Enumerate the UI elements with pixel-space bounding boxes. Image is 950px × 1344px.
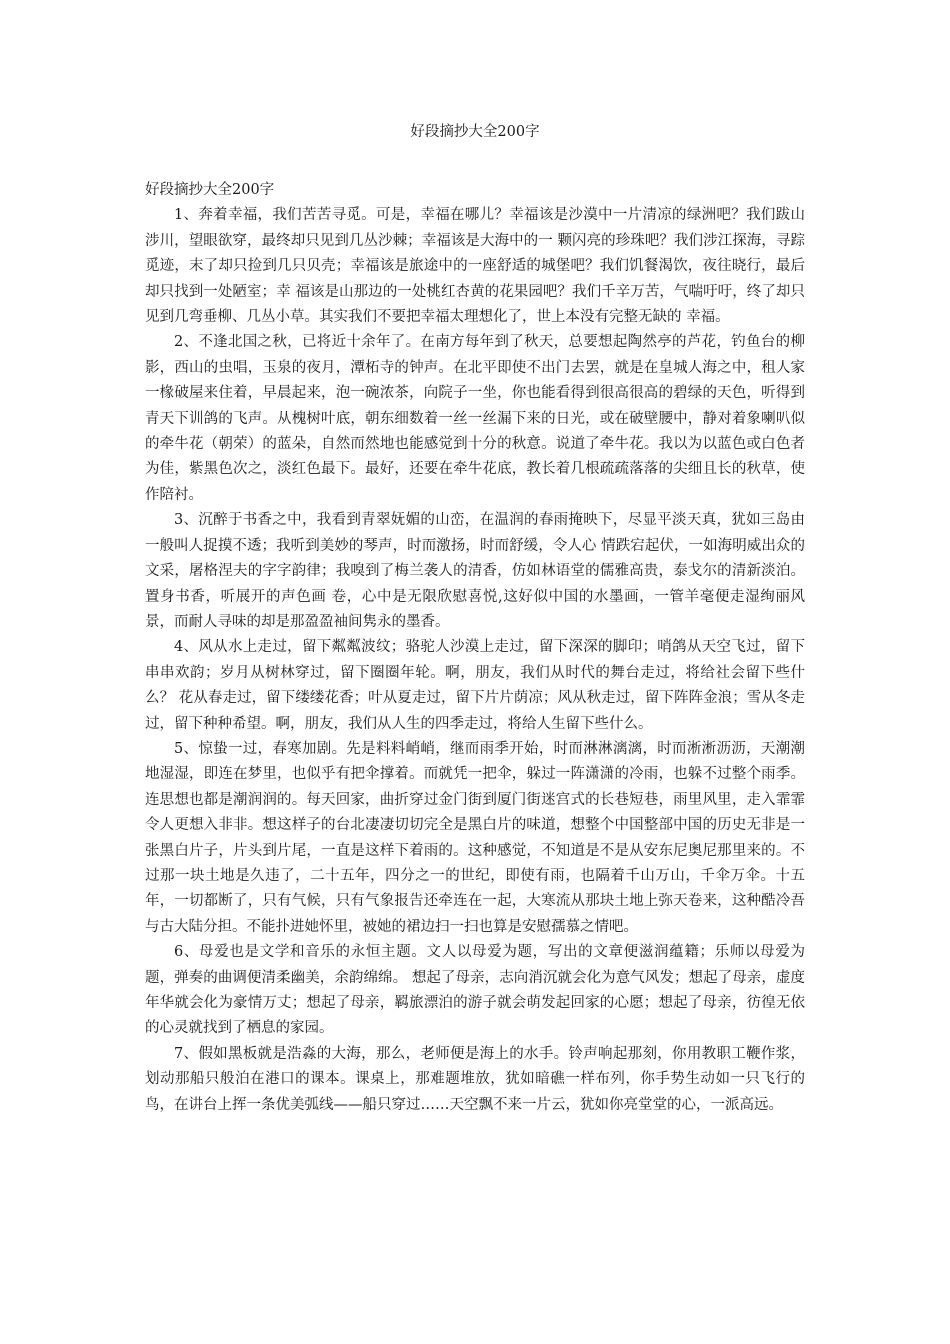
paragraph-6: 6、母爱也是文学和音乐的永恒主题。文人以母爱为题，写出的文章便滋润蕴籍；乐师以母爱为题，弹奏的曲调便清柔幽美，余韵绵绵。 想起了母亲，志向消沉就会化为意气风发；想起了母亲，虚度年华就会化为豪情万丈；想起了母亲，羁旅漂泊的游子就会萌发起回家的心愿；想起了母亲，彷徨无依的心灵就找到了栖息的家园。 (145, 944, 805, 1037)
paragraph-2: 2、不逢北国之秋，已将近十余年了。在南方每年到了秋天，总要想起陶然亭的芦花，钓鱼台的柳影，西山的虫唱，玉泉的夜月，潭柘寺的钟声。在北平即使不出门去罢，就是在皇城人海之中，租人家一椽破屋来住着，早晨起来，泡一碗浓茶，向院子一坐，你也能看得到很高很高的碧绿的天色，听得到青天下训鸽的飞声。从槐树叶底，朝东细数着一丝一丝漏下来的日光，或在破壁腰中，静对着象喇叭似的牵牛花（朝荣）的蓝朵，自然而然地也能感觉到十分的秋意。说道了牵牛花。我以为以蓝色或白色者为佳，紫黑色次之，淡红色最下。最好，还要在牵牛花底，教长着几根疏疏落落的尖细且长的秋草，使作陪衬。 (145, 334, 805, 503)
document-title: 好段摘抄大全200字 (410, 124, 540, 140)
paragraph-3: 3、沉醉于书香之中，我看到青翠妩媚的山峦，在温润的春雨掩映下，尽显平淡天真，犹如三岛由一般叫人捉摸不透；我听到美妙的琴声，时而激扬，时而舒缓，令人心 情跌宕起伏，一如海明威出众的文采，屠格涅夫的字字韵律；我嗅到了梅兰袭人的清香，仿如林语堂的儒雅高贵，泰戈尔的清新淡泊。置身书香，听展开的声色画 卷，心中是无限欣慰喜悦,这好似中国的水墨画，一管羊毫便走湿绚丽风景，而耐人寻味的却是那盈盈袖间隽永的墨香。 (145, 512, 805, 630)
document-body (145, 178, 805, 1118)
document-subtitle: 好段摘抄大全200字 (145, 182, 275, 198)
paragraph-5: 5、惊蛰一过，春寒加剧。先是料料峭峭，继而雨季开始，时而淋淋漓漓，时而淅淅沥沥，天潮潮地湿湿，即连在梦里，也似乎有把伞撑着。而就凭一把伞，躲过一阵潇潇的冷雨，也躲不过整个雨季。连思想也都是潮润润的。每天回家，曲折穿过金门街到厦门街迷宫式的长巷短巷，雨里风里，走入霏霏令人更想入非非。想这样子的台北凄凄切切完全是黑白片的味道，想整个中国整部中国的历史无非是一张黑白片子，片头到片尾，一直是这样下着雨的。这种感觉，不知道是不是从安东尼奥尼那里来的。不过那一块土地是久违了，二十五年，四分之一的世纪，即使有雨，也隔着千山万山，千伞万伞。十五年，一切都断了，只有气候，只有气象报告还牵连在一起，大寒流从那块土地上弥天卷来，这种酷冷吾与古大陆分担。不能扑进她怀里，被她的裙边扫一扫也算是安慰孺慕之情吧。 (145, 740, 805, 935)
paragraph-1: 1、奔着幸福，我们苦苦寻觅。可是，幸福在哪儿？幸福该是沙漠中一片清凉的绿洲吧？我们跋山涉川，望眼欲穿，最终却只见到几丛沙棘；幸福该是大海中的一 颗闪亮的珍珠吧？我们涉江探海，寻踪觅迹，末了却只捡到几只贝壳；幸福该是旅途中的一座舒适的城堡吧？我们饥餐渴饮，夜往晓行，最后却只找到一处陋室；幸 福该是山那边的一处桃红杏黄的花果园吧？我们千辛万苦，气喘吁吁，终了却只见到几弯垂柳、几丛小草。其实我们不要把幸福太理想化了，世上本没有完整无缺的 幸福。 (145, 207, 805, 326)
paragraph-4: 4、风从水上走过，留下粼粼波纹；骆驼人沙漠上走过，留下深深的脚印；哨鸽从天空飞过，留下串串欢韵；岁月从树林穿过，留下圈圈年轮。啊，朋友，我们从时代的舞台走过，将给社会留下些什么？ 花从春走过，留下缕缕花香；叶从夏走过，留下片片荫凉；风从秋走过，留下阵阵金浪；雪从冬走过，留下种种希望。啊，朋友，我们从人生的四季走过，将给人生留下些什么。 (145, 639, 805, 732)
paragraph-7: 7、假如黑板就是浩淼的大海，那么，老师便是海上的水手。铃声响起那刻，你用教职工鞭作浆，划动那船只般泊在港口的课本。课桌上，那难题堆放，犹如暗礁一样布列，你手势生动如一只飞行的鸟，在讲台上挥一条优美弧线——船只穿过……天空飘不来一片云，犹如你亮堂堂的心，一派高远。 (145, 1045, 805, 1113)
